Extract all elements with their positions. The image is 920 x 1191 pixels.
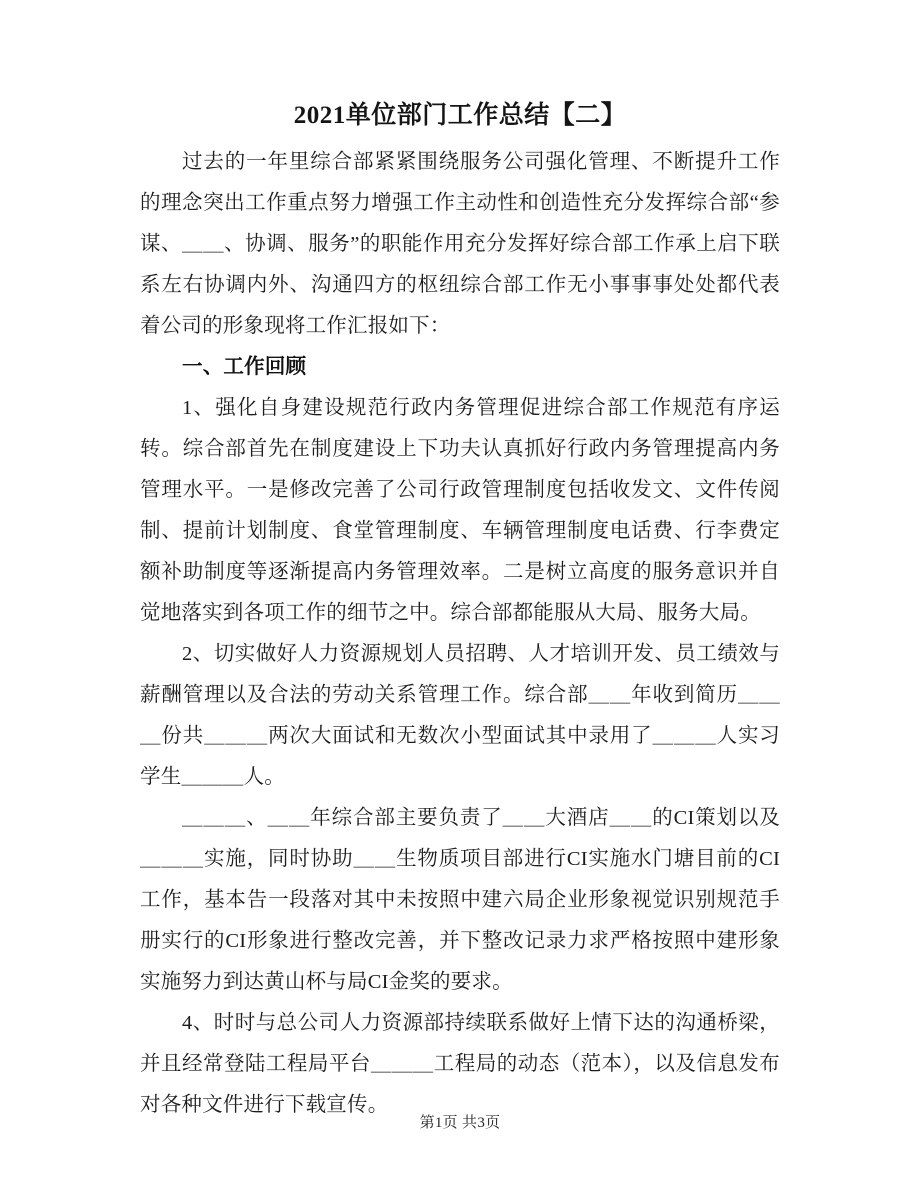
paragraph-item-2: 2、切实做好人力资源规划人员招聘、人才培训开发、员工绩效与薪酬管理以及合法的劳动关系管理工作。综合部＿＿年收到简历＿＿＿份共＿＿＿两次大面试和无数次小型面试其中录用了＿＿＿人实习学生＿＿＿人。 (140, 643, 780, 788)
page-title: 2021单位部门工作总结【二】 (293, 102, 627, 129)
section-heading-work-review: 一、工作回顾 (182, 356, 307, 378)
paragraph-item-3: ＿＿＿、＿＿年综合部主要负责了＿＿大酒店＿＿的CI策划以及＿＿＿实施，同时协助＿＿生物质项目部进行CI实施水门塘目前的CI工作，基本告一段落对其中未按照中建六局企业形象视觉识别规范手册实行的CI形象进行整改完善，并下整改记录力求严格按照中建形象实施努力到达黄山杯与局CI金奖的要求。 (140, 807, 780, 993)
page-number-footer: 第1页 共3页 (419, 1115, 501, 1131)
document-body (140, 96, 780, 1126)
paragraph-item-4: 4、时时与总公司人力资源部持续联系做好上情下达的沟通桥梁，并且经常登陆工程局平台＿＿＿工程局的动态（范本），以及信息发布对各种文件进行下载宣传。 (140, 1012, 780, 1116)
paragraph-intro: 过去的一年里综合部紧紧围绕服务公司强化管理、不断提升工作的理念突出工作重点努力增强工作主动性和创造性充分发挥综合部“参谋、＿＿、协调、服务”的职能作用充分发挥好综合部工作承上启下联系左右协调内外、沟通四方的枢纽综合部工作无小事事事处处都代表着公司的形象现将工作汇报如下： (140, 151, 780, 337)
paragraph-item-1: 1、强化自身建设规范行政内务管理促进综合部工作规范有序运转。综合部首先在制度建设上下功夫认真抓好行政内务管理提高内务管理水平。一是修改完善了公司行政管理制度包括收发文、文件传阅制、提前计划制度、食堂管理制度、车辆管理制度电话费、行李费定额补助制度等逐渐提高内务管理效率。二是树立高度的服务意识并自觉地落实到各项工作的细节之中。综合部都能服从大局、服务大局。 (140, 397, 780, 624)
